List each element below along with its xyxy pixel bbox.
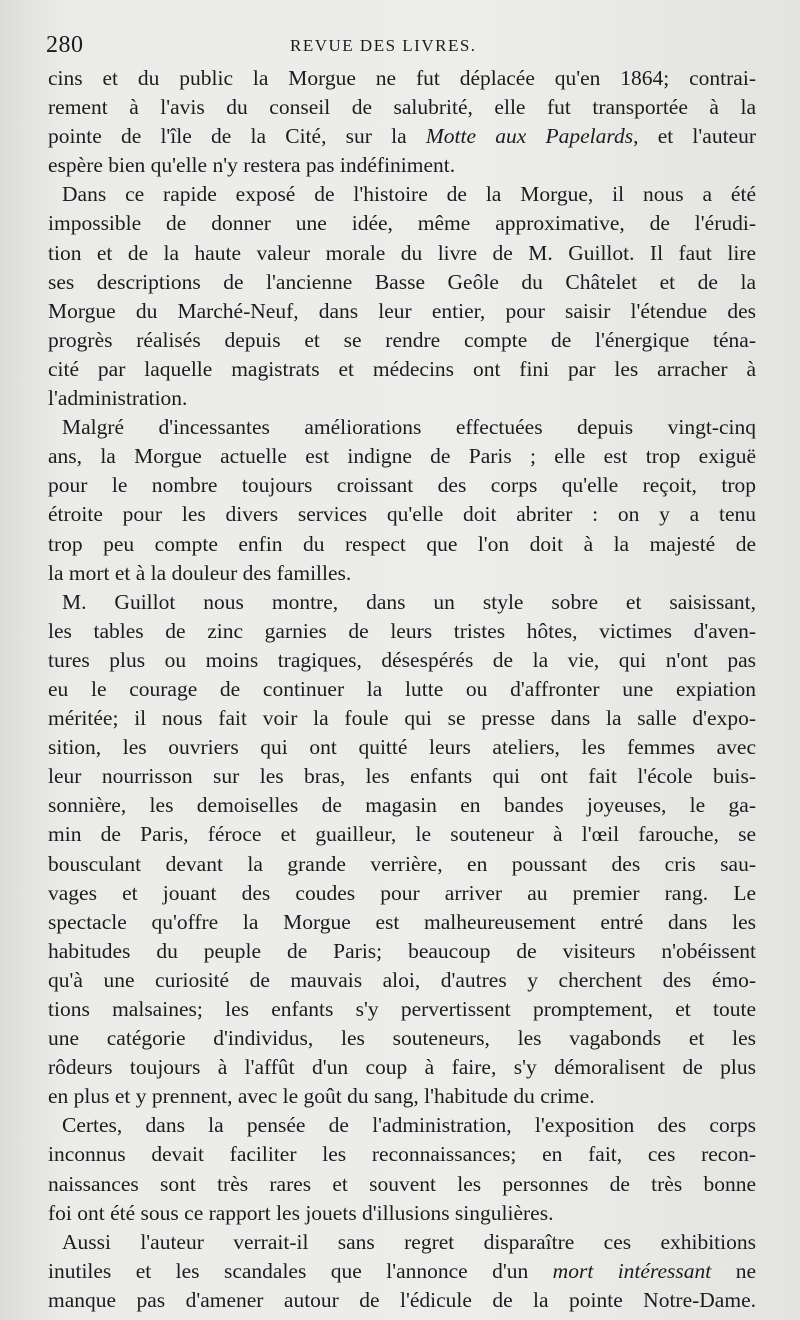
text-line: Aussi l'auteur verrait-il sans regret disparaître ces exhibitions (62, 1229, 756, 1254)
text-line: Certes, dans la pensée de l'administration, l'exposition des corps (62, 1113, 756, 1138)
text-line: l'administration. (48, 386, 188, 411)
text-line: cité par laquelle magistrats et médecins ont fini par les arracher à (48, 356, 756, 381)
text-line: pour le nombre toujours croissant des corps qu'elle reçoit, trop (48, 473, 756, 498)
text-line: espère bien qu'elle n'y restera pas indéfiniment. (48, 153, 456, 178)
text-line: méritée; il nous fait voir la foule qui se presse dans la salle d'expo- (48, 706, 756, 731)
text-line: étroite pour les divers services qu'elle doit abriter : on y a tenu (48, 502, 756, 527)
text-line: qu'à une curiosité de mauvais aloi, d'autres y cherchent des émo- (48, 967, 756, 992)
text-line: cins et du public la Morgue ne fut déplacée qu'en 1864; contrai- (48, 66, 756, 90)
text-line: tions malsaines; les enfants s'y pervertissent promptement, et toute (48, 997, 756, 1021)
text-line: une catégorie d'individus, les souteneurs, les vagabonds et les (48, 1026, 756, 1051)
text-line: sonnière, les demoiselles de magasin en bandes joyeuses, le ga- (48, 793, 756, 818)
text-line: rement à l'avis du conseil de salubrité, elle fut transportée à la (48, 95, 756, 120)
text-line: naissances sont très rares et souvent les personnes de très bonne (48, 1171, 756, 1196)
text-segment: , et l'auteur (633, 124, 756, 149)
text-segment: ne (711, 1258, 756, 1283)
text-line: Dans ce rapide exposé de l'histoire de la Morgue, il nous a été (62, 182, 756, 207)
text-line: manque pas d'amener autour de l'édicule de la pointe Notre-Dame. (48, 1287, 756, 1312)
text-line: leur nourrisson sur les bras, les enfants qui ont fait l'école buis- (48, 764, 756, 789)
text-line: M. Guillot nous montre, dans un style sobre et saisissant, (62, 589, 756, 614)
text-line: bousculant devant la grande verrière, en poussant des cris sau- (48, 851, 756, 876)
text-line: progrès réalisés depuis et se rendre compte de l'énergique téna- (48, 327, 756, 352)
page-number: 280 (46, 32, 84, 58)
text-line: Morgue du Marché-Neuf, dans leur entier, pour saisir l'étendue des (48, 298, 756, 323)
running-head: REVUE DES LIVRES. (290, 36, 477, 55)
text-line: min de Paris, féroce et guailleur, le souteneur à l'œil farouche, se (48, 822, 756, 847)
text-line: ans, la Morgue actuelle est indigne de Paris ; elle est trop exiguë (48, 444, 756, 469)
text-line: rôdeurs toujours à l'affût d'un coup à faire, s'y démoralisent de plus (48, 1055, 756, 1080)
page-header (46, 28, 756, 68)
text-segment: pointe de l'île de la Cité, sur la (48, 124, 426, 149)
text-line: vages et jouant des coudes pour arriver au premier rang. Le (48, 880, 756, 905)
body-text (48, 64, 756, 1315)
text-line: foi ont été sous ce rapport les jouets d'illusions singulières. (48, 1200, 554, 1225)
text-line: inconnus devait faciliter les reconnaissances; en fait, ces recon- (48, 1142, 756, 1167)
text-line: sition, les ouvriers qui ont quitté leurs ateliers, les femmes avec (48, 735, 756, 760)
text-line: impossible de donner une idée, même approximative, de l'érudi- (48, 211, 756, 236)
italic-title: Motte aux Papelards (425, 124, 634, 149)
text-line: habitudes du peuple de Paris; beaucoup de visiteurs n'obéissent (48, 938, 756, 963)
text-line (48, 1257, 756, 1286)
text-line: ses descriptions de l'ancienne Basse Geôle du Châtelet et de la (48, 269, 756, 294)
text-line: tures plus ou moins tragiques, désespérés de la vie, qui n'ont pas (48, 647, 756, 672)
text-segment: inutiles et les scandales que l'annonce d'un (48, 1258, 553, 1283)
text-line: en plus et y prennent, avec le goût du sang, l'habitude du crime. (48, 1084, 595, 1109)
italic-title: mort intéressant (552, 1258, 712, 1283)
text-line: tion et de la haute valeur morale du livre de M. Guillot. Il faut lire (48, 240, 756, 265)
text-line: les tables de zinc garnies de leurs tristes hôtes, victimes d'aven- (48, 618, 756, 643)
text-line: spectacle qu'offre la Morgue est malheureusement entré dans les (48, 909, 756, 934)
text-line: eu le courage de continuer la lutte ou d'affronter une expiation (48, 676, 756, 701)
text-line (48, 122, 756, 151)
text-line: la mort et à la douleur des familles. (48, 560, 352, 585)
text-line: trop peu compte enfin du respect que l'on doit à la majesté de (48, 531, 756, 556)
text-line: Malgré d'incessantes améliorations effectuées depuis vingt-cinq (62, 415, 756, 440)
